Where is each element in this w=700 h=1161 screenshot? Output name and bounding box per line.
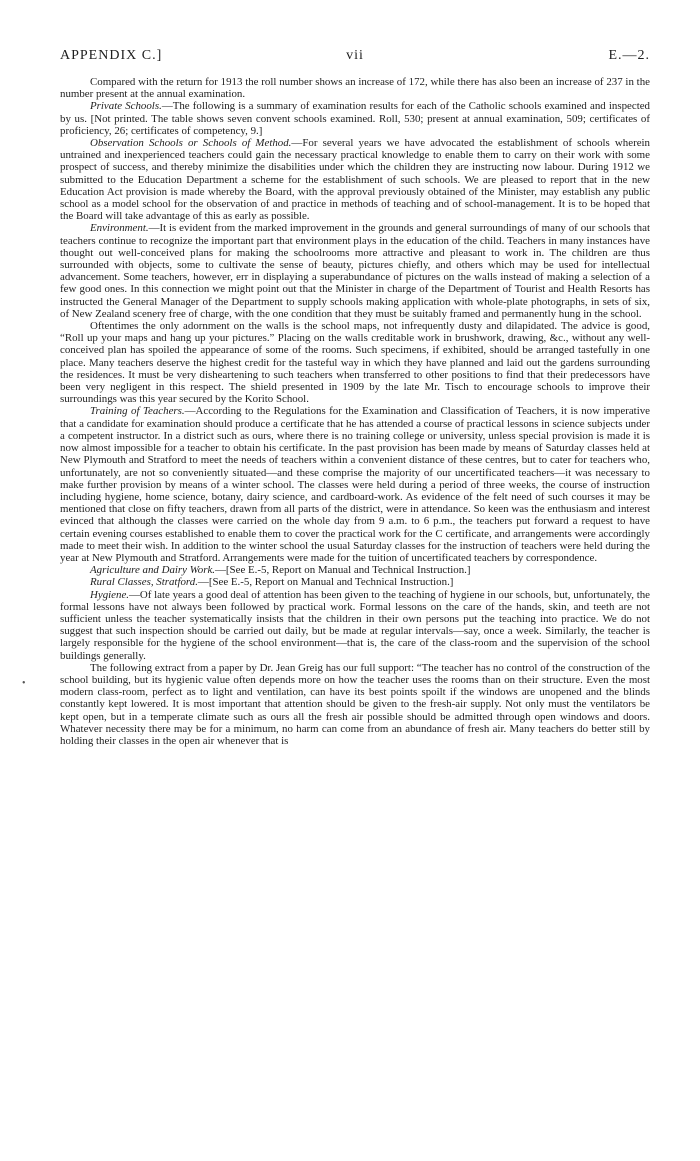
paragraph: Oftentimes the only adornment on the walls is the school maps, not infrequently dusty and dilapidated. The advice is good, “Roll up your maps and hang up your pictures.” Placing on the walls creditable work in brushwork, drawing, &c., without any well-conceived plan has spoiled the appearance of some of the rooms. Such specimens, if exhibited, should be arranged tastefully in one place. Many teachers deserve the highest credit for the tasteful way in which they have planned and laid out the gardens surrounding the residences. It must be very disheartening to such teachers when transferred to other positions to find that their predecessors have been very negligent in this respect. The shield presented in 1909 by the late Mr. Tisch to encourage schools to improve their surroundings was this year secured by the Korito School. xyxy=(60,320,650,406)
section-heading: Private Schools. xyxy=(90,100,162,113)
paragraph: Compared with the return for 1913 the roll number shows an increase of 172, while there has also been an increase of 237 in the number present at the annual examination. xyxy=(60,76,650,101)
section-heading: Agriculture and Dairy Work. xyxy=(90,564,216,577)
page-header xyxy=(60,48,650,64)
section-heading: Observation Schools or Schools of Method. xyxy=(90,137,292,150)
page-number: vii xyxy=(346,48,364,63)
paragraph: Rural Classes, Stratford.—[See E.-5, Report on Manual and Technical Instruction.] xyxy=(90,576,454,589)
margin-mark: • xyxy=(22,678,26,689)
paragraph: Observation Schools or Schools of Method.—For several years we have advocated the establishment of schools wherein untrained and inexperienced teachers could gain the necessary practical knowledge to enable them to carry on their work with some prospect of success, and thereby minimize the disabilities under which the children they are instructing now labour. During 1912 we submitted to the Education Department a scheme for the establishment of such schools. We are pleased to report that in the new Education Act provision is made whereby the Board, with the approval previously obtained of the Minister, may establish any public school as a model school for the observation of and practice in methods of teaching and of school-management. It is to be hoped that the Board will take advantage of this as early as possible. xyxy=(60,137,650,223)
body-text xyxy=(60,76,650,747)
section-heading: Training of Teachers. xyxy=(90,405,185,418)
paragraph: Environment.—It is evident from the marked improvement in the grounds and general surroundings of many of our schools that teachers continue to recognize the important part that environment plays in the education of the child. Teachers in many instances have thought out well-conceived plans for making the schoolrooms more attractive and pleasant to work in. The children are thus surrounded with objects, some to cultivate the sense of beauty, pictures chiefly, and others which may be used for intellectual advancement. Some teachers, however, err in displaying a superabundance of pictures on the walls instead of making a selection of a few good ones. In this connection we might point out that the Minister in charge of the Department of Tourist and Health Resorts has instructed the General Manager of the Department to supply schools making application with whole-plate photographs, in sets of six, of New Zealand scenery free of charge, with the one condition that they must be suitably framed and permanently hung in the school. xyxy=(60,222,650,320)
section-heading: Hygiene. xyxy=(90,588,130,601)
section-heading: Rural Classes, Stratford. xyxy=(90,576,198,589)
paragraph: The following extract from a paper by Dr. Jean Greig has our full support: “The teacher has no control of the construction of the school building, but its hygienic value often depends more on how the teacher uses the rooms than on their structure. Even the most modern class-room, perfect as to light and ventilation, can have its best points spoilt if the windows are unopened and the blinds constantly kept lowered. It is most important that attention should be given to the fresh-air supply. Not only must the ventilators be kept open, but in a temperate climate such as ours all the fresh air possible should be admitted through open windows and doors. Whatever necessity there may be for a minimum, no harm can come from an abundance of fresh air. Many teachers do better still by holding their classes in the open air whenever that is xyxy=(60,661,650,747)
section-heading: Environment. xyxy=(90,222,149,235)
paragraph: Agriculture and Dairy Work.—[See E.-5, Report on Manual and Technical Instruction.] xyxy=(90,564,471,577)
paragraph: Private Schools.—The following is a summary of examination results for each of the Catholic schools examined and inspected by us. [Not printed. The table shows seven convent schools examined. Roll, 530; present at annual examination, 509; certificates of proficiency, 26; certificates of competency, 9.] xyxy=(60,100,650,137)
paragraph: Hygiene.—Of late years a good deal of attention has been given to the teaching of hygiene in our schools, but, unfortunately, the formal lessons have not always been followed by practical work. Formal lessons on the care of the hands, skin, and teeth are not sufficient unless the teacher systematically insists that the children in their own persons put the teaching into practice. We do not suggest that such inspection should be carried out daily, but be made at regular intervals—say, once a week. Similarly, the teacher is largely responsible for the hygiene of the school environment—that is, the care of the class-room and the supervision of the school buildings generally. xyxy=(60,588,650,662)
header-right: E.—2. xyxy=(608,48,651,63)
paragraph: Training of Teachers.—According to the Regulations for the Examination and Classification of Teachers, it is now imperative that a candidate for examination should produce a certificate that he has attended a course of practical lessons in science subjects under a competent instructor. In a district such as ours, where there is no training college or university, unless special provision is made it is now almost impossible for a teacher to obtain his certificate. In the past provision has been made by means of Saturday classes held at New Plymouth and Stratford to meet the needs of teachers within a convenient distance of these centres, but to cater for teachers who, unfortunately, are not so conveniently situated—and these comprise the majority of our uncertificated teachers—it was necessary to make further provision by means of a winter school. The classes were held during a period of three weeks, the course of instruction including hygiene, home science, botany, dairy science, and cardboard-work. As evidence of the felt need of such courses it may be mentioned that close on fifty teachers, drawn from all parts of the district, were in attendance. So keen was the enthusiasm and interest evinced that although the classes were carried on the whole day from 9 a.m. to 6 p.m., the teachers put forward a request to have certain evening courses established to enable them to cover the practical work for the C certificate, and arrangements were accordingly made to meet their wish. In addition to the winter school the usual Saturday classes for the instruction of teachers were held during the year at New Plymouth and Stratford. Arrangements were made for the tuition of uncertificated teachers by correspondence. xyxy=(60,405,650,564)
header-left: APPENDIX C.] xyxy=(60,48,163,63)
